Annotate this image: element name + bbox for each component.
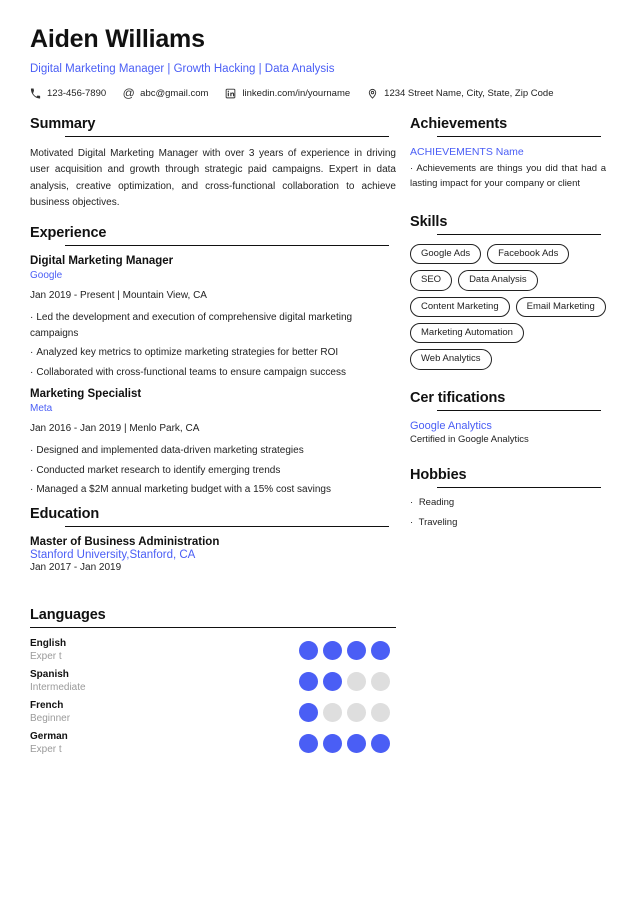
summary-heading: Summary bbox=[30, 116, 96, 133]
phone-icon bbox=[30, 88, 41, 99]
language-level-meter bbox=[299, 703, 396, 722]
hobbies-heading: Hobbies bbox=[410, 466, 467, 483]
achievement-name: ACHIEVEMENTS Name bbox=[410, 146, 524, 159]
skills-heading: Skills bbox=[410, 213, 448, 230]
job-bullets bbox=[30, 443, 396, 498]
skill-tag[interactable]: Google Ads bbox=[410, 244, 481, 264]
job-bullets bbox=[30, 310, 396, 380]
contact-phone-text: 123-456-7890 bbox=[47, 88, 107, 100]
job-company[interactable]: Google bbox=[30, 270, 63, 282]
skill-tag[interactable]: Content Marketing bbox=[410, 297, 510, 317]
language-level-meter bbox=[299, 734, 396, 753]
education-degree: Master of Business Administration bbox=[30, 535, 220, 548]
level-pip bbox=[371, 703, 390, 722]
skill-tag[interactable]: Email Marketing bbox=[516, 297, 606, 317]
language-name: Spanish bbox=[30, 668, 69, 680]
contact-row bbox=[30, 88, 612, 99]
summary-rule bbox=[65, 136, 389, 137]
skill-tag[interactable]: Marketing Automation bbox=[410, 323, 524, 343]
achievements-rule bbox=[437, 136, 601, 137]
language-level-meter bbox=[299, 672, 396, 691]
linkedin-icon bbox=[225, 88, 236, 99]
skill-tag[interactable]: Web Analytics bbox=[410, 349, 492, 369]
contact-linkedin[interactable] bbox=[225, 88, 350, 99]
language-name: German bbox=[30, 730, 68, 742]
bullet-dot: · bbox=[410, 516, 414, 528]
section-hobbies bbox=[410, 467, 606, 528]
job-bullet-text: Collaborated with cross-functional teams to ensure campaign success bbox=[36, 366, 346, 378]
hobbies-rule bbox=[437, 487, 601, 488]
job-meta: Jan 2016 - Jan 2019 | Menlo Park, CA bbox=[30, 423, 200, 435]
job-bullet-text: Led the development and execution of comprehensive digital marketing campaigns bbox=[30, 312, 353, 339]
level-pip bbox=[323, 672, 342, 691]
languages-heading: Languages bbox=[30, 606, 106, 623]
job-company[interactable]: Meta bbox=[30, 403, 53, 415]
hobby-item bbox=[410, 497, 606, 508]
language-level-label: Exper t bbox=[30, 651, 62, 663]
language-info bbox=[30, 699, 70, 726]
level-pip bbox=[371, 641, 390, 660]
job-bullet bbox=[30, 345, 396, 361]
language-level-label: Beginner bbox=[30, 713, 71, 725]
education-heading: Education bbox=[30, 505, 100, 522]
job-title: Digital Marketing Manager bbox=[30, 255, 174, 268]
bullet-dot: · bbox=[410, 163, 414, 175]
experience-heading: Experience bbox=[30, 225, 107, 242]
language-info bbox=[30, 730, 68, 757]
bullet-dot: · bbox=[30, 347, 34, 359]
section-achievements bbox=[410, 116, 606, 191]
level-pip bbox=[323, 734, 342, 753]
level-pip bbox=[299, 703, 318, 722]
job-bullet-text: Managed a $2M annual marketing budget with a 15% cost savings bbox=[36, 484, 331, 496]
contact-email[interactable] bbox=[123, 88, 208, 99]
skills-rule bbox=[437, 234, 601, 235]
email-icon: @ bbox=[122, 86, 135, 101]
level-pip bbox=[347, 703, 366, 722]
job-bullet-text: Designed and implemented data-driven marketing strategies bbox=[36, 445, 304, 457]
section-certifications bbox=[410, 390, 606, 445]
language-row bbox=[30, 668, 396, 695]
summary-text: Motivated Digital Marketing Manager with over 3 years of experience in driving user acquisition and growth through strategic paid campaigns. Expert in data analysis, creative optimization, and cross-functional collaboration to achieve business objectives. bbox=[30, 148, 396, 208]
language-row bbox=[30, 730, 396, 757]
candidate-headline: Digital Marketing Manager | Growth Hacking | Data Analysis bbox=[30, 62, 335, 75]
level-pip bbox=[347, 734, 366, 753]
location-pin-icon bbox=[367, 88, 378, 99]
job-bullet bbox=[30, 463, 396, 479]
job-meta: Jan 2019 - Present | Mountain View, CA bbox=[30, 290, 207, 302]
achievement-description bbox=[410, 162, 606, 191]
section-summary bbox=[30, 116, 396, 211]
language-level-meter bbox=[299, 641, 396, 660]
section-skills bbox=[410, 214, 606, 370]
education-dates: Jan 2017 - Jan 2019 bbox=[30, 561, 122, 573]
language-level-label: Exper t bbox=[30, 744, 62, 756]
job-bullet bbox=[30, 443, 396, 459]
language-info bbox=[30, 637, 66, 664]
languages-rule bbox=[30, 627, 396, 628]
achievements-heading: Achievements bbox=[410, 116, 508, 133]
bullet-dot: · bbox=[30, 464, 34, 476]
contact-phone[interactable] bbox=[30, 88, 106, 99]
level-pip bbox=[347, 641, 366, 660]
resume-body bbox=[30, 116, 612, 760]
level-pip bbox=[371, 672, 390, 691]
hobby-item bbox=[410, 517, 606, 528]
hobby-label: Traveling bbox=[418, 516, 458, 528]
language-info bbox=[30, 668, 86, 695]
language-name: English bbox=[30, 637, 67, 649]
bullet-dot: · bbox=[30, 484, 34, 496]
job-bullet-text: Analyzed key metrics to optimize marketing strategies for better ROI bbox=[36, 347, 339, 359]
candidate-name: Aiden Williams bbox=[30, 25, 205, 53]
contact-email-text: abc@gmail.com bbox=[140, 88, 209, 100]
certifications-rule bbox=[437, 410, 601, 411]
language-row bbox=[30, 699, 396, 726]
level-pip bbox=[299, 734, 318, 753]
experience-item bbox=[30, 255, 396, 380]
level-pip bbox=[323, 703, 342, 722]
bullet-dot: · bbox=[30, 445, 34, 457]
language-level-label: Intermediate bbox=[30, 682, 86, 694]
level-pip bbox=[371, 734, 390, 753]
bullet-dot: · bbox=[30, 366, 34, 378]
skills-list bbox=[410, 244, 606, 370]
job-bullet bbox=[30, 310, 396, 341]
level-pip bbox=[347, 672, 366, 691]
skill-tag[interactable]: Facebook Ads bbox=[487, 244, 569, 264]
certification-name[interactable]: Google Analytics bbox=[410, 419, 492, 432]
education-school[interactable]: Stanford University,Stanford, CA bbox=[30, 548, 196, 561]
job-bullet-text: Conducted market research to identify emerging trends bbox=[36, 464, 281, 476]
job-bullet bbox=[30, 365, 396, 381]
contact-address bbox=[367, 88, 553, 99]
level-pip bbox=[299, 641, 318, 660]
skill-tag[interactable]: Data Analysis bbox=[458, 270, 538, 290]
education-rule bbox=[65, 526, 389, 527]
contact-address-text: 1234 Street Name, City, State, Zip Code bbox=[384, 88, 554, 100]
right-column bbox=[410, 116, 606, 760]
bullet-dot: · bbox=[410, 496, 414, 508]
section-languages bbox=[30, 607, 396, 757]
achievement-description-text: Achievements are things you did that had a lasting impact for your company or client bbox=[410, 163, 606, 190]
contact-linkedin-text: linkedin.com/in/yourname bbox=[242, 88, 351, 100]
section-experience bbox=[30, 225, 396, 498]
section-education bbox=[30, 506, 396, 573]
job-title: Marketing Specialist bbox=[30, 388, 142, 401]
hobby-label: Reading bbox=[418, 496, 455, 508]
resume-header bbox=[30, 26, 612, 99]
language-row bbox=[30, 637, 396, 664]
certification-description: Certified in Google Analytics bbox=[410, 433, 529, 445]
bullet-dot: · bbox=[30, 312, 34, 324]
job-bullet bbox=[30, 482, 396, 498]
level-pip bbox=[299, 672, 318, 691]
language-name: French bbox=[30, 699, 64, 711]
experience-rule bbox=[65, 245, 389, 246]
experience-item bbox=[30, 388, 396, 498]
left-column bbox=[30, 116, 410, 760]
skill-tag[interactable]: SEO bbox=[410, 270, 452, 290]
certifications-heading: Cer tifications bbox=[410, 389, 506, 406]
level-pip bbox=[323, 641, 342, 660]
